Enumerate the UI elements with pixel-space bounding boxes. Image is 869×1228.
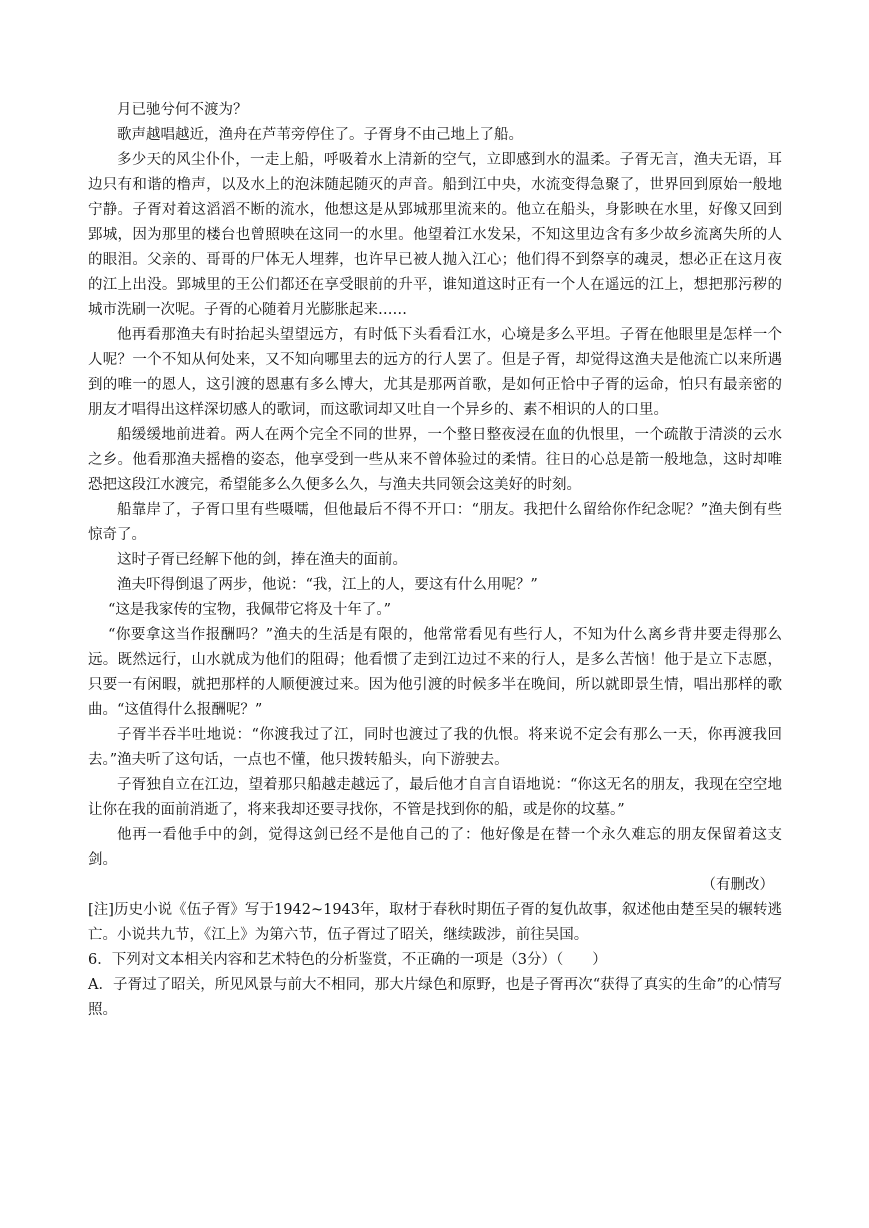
question-stem: 6．下列对文本相关内容和艺术特色的分析鉴赏，不正确的一项是（3分）（ ）	[88, 952, 607, 968]
paragraph: 多少天的风尘仆仆，一走上船，呼吸着水上清新的空气，立即感到水的温柔。子胥无言，渔夫无语，耳边只有和谐的橹声，以及水上的泡沫随起随灭的声音。船到江中央，水流变得急聚了，世界回到原始一般地宁静。子胥对着这滔滔不断的流水，他想这是从郢城那里流来的。他立在船头，身影映在水里，好像又回到郢城，因为那里的楼台也曾照映在这同一的水里。他望着江水发呆，不知这里边含有多少故乡流离失所的人的眼泪。父亲的、哥哥的尸体无人埋葬，也许早已被人抛入江心；他们得不到祭享的魂灵，想必正在这月夜的江上出没。郢城里的王公们都还在享受眼前的升平，谁知道这时正有一个人在遥远的江上，想把那污秽的城市洗刷一次呢。子胥的心随着月光膨胀起来……	[88, 152, 782, 318]
source-note: （有删改）	[701, 877, 774, 893]
paragraph: 歌声越唱越近，渔舟在芦苇旁停住了。子胥身不由己地上了船。	[117, 127, 523, 143]
poem-line: 月已驰兮何不渡为？	[117, 102, 248, 118]
paragraph: 这时子胥已经解下他的剑，捧在渔夫的面前。	[117, 552, 407, 568]
paragraph: 船缓缓地前进着。两人在两个完全不同的世界，一个整日整夜浸在血的仇恨里，一个疏散于清淡的云水之乡。他看那渔夫摇橹的姿态，他享受到一些从来不曾体验过的柔情。往日的心总是箭一般地急，这时却唯恐把这段江水渡完，希望能多么久便多么久，与渔夫共同领会这美好的时刻。	[88, 427, 782, 493]
paragraph: 子胥半吞半吐地说：“你渡我过了江，同时也渡过了我的仇恨。将来说不定会有那么一天，你再渡我回去。”渔夫听了这句话，一点也不懂，他只拨转船头，向下游驶去。	[88, 727, 782, 768]
paragraph: 他再一看他手中的剑，觉得这剑已经不是他自己的了：他好像是在替一个永久难忘的朋友保留着这支剑。	[88, 827, 782, 868]
paragraph: 船靠岸了，子胥口里有些嗫嚅，但他最后不得不开口：“朋友。我把什么留给你作纪念呢？”渔夫倒有些惊奇了。	[88, 502, 782, 543]
document-page	[88, 98, 782, 1023]
annotation-note: [注]历史小说《伍子胥》写于1942~1943年，取材于春秋时期伍子胥的复仇故事，叙述他由楚至吴的辗转逃亡。小说共九节，《江上》为第六节，伍子胥过了昭关，继续跋涉，前往吴国。	[88, 902, 782, 943]
paragraph: “这是我家传的宝物，我佩带它将及十年了。”	[108, 602, 392, 618]
paragraph: “你要拿这当作报酬吗？”渔夫的生活是有限的，他常常看见有些行人，不知为什么离乡背井要走得那么远。既然远行，山水就成为他们的阻碍；他看惯了走到江边过不来的行人，是多么苦恼！他于是立下志愿，只要一有闲暇，就把那样的人顺便渡过来。因为他引渡的时候多半在晚间，所以就即景生情，唱出那样的歌曲。“这值得什么报酬呢？”	[88, 627, 782, 718]
paragraph: 他再看那渔夫有时抬起头望望远方，有时低下头看看江水，心境是多么平坦。子胥在他眼里是怎样一个人呢？一个不知从何处来，又不知向哪里去的远方的行人罢了。但是子胥，却觉得这渔夫是他流亡以来所遇到的唯一的恩人，这引渡的恩惠有多么博大，尤其是那两首歌，是如何正恰中子胥的运命，怕只有最亲密的朋友才唱得出这样深切感人的歌词，而这歌词却又吐自一个异乡的、素不相识的人的口里。	[88, 327, 782, 418]
question-option-a: A．子胥过了昭关，所见风景与前大不相同，那大片绿色和原野，也是子胥再次“获得了真实的生命”的心情写照。	[88, 977, 782, 1018]
paragraph: 渔夫吓得倒退了两步，他说：“我，江上的人，要这有什么用呢？”	[117, 577, 538, 593]
paragraph: 子胥独自立在江边，望着那只船越走越远了，最后他才自言自语地说：“你这无名的朋友，我现在空空地让你在我的面前消逝了，将来我却还要寻找你，不管是找到你的船，或是你的坟墓。”	[88, 777, 782, 818]
